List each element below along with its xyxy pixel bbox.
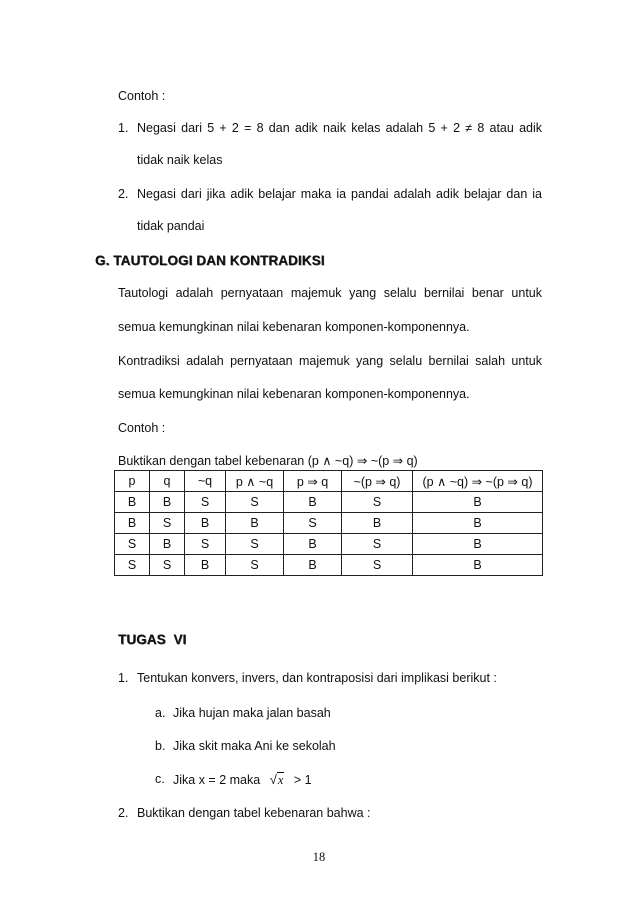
sub-item-text-after: > 1 — [293, 773, 312, 787]
example-number: 1. — [118, 121, 129, 135]
sub-item-letter: c. — [155, 772, 165, 786]
table-row — [115, 534, 543, 555]
table-cell: B — [115, 492, 150, 513]
table-cell: B — [413, 492, 543, 513]
kontradiksi-definition: Kontradiksi adalah pernyataan majemuk yang selalu bernilai salah untuk — [118, 354, 542, 368]
table-cell: S — [226, 555, 284, 576]
table-header-cell: q — [150, 471, 185, 492]
table-cell: S — [342, 534, 413, 555]
table-header-cell: p — [115, 471, 150, 492]
table-header-row — [115, 471, 543, 492]
table-cell: S — [115, 555, 150, 576]
sub-item-text: Jika skit maka Ani ke sekolah — [173, 739, 336, 753]
table-cell: B — [284, 555, 342, 576]
table-cell: B — [284, 492, 342, 513]
table-cell: B — [115, 513, 150, 534]
table-cell: S — [226, 492, 284, 513]
truth-table — [114, 470, 543, 576]
table-header-cell: ~q — [185, 471, 226, 492]
table-cell: S — [185, 534, 226, 555]
table-cell: B — [413, 555, 543, 576]
prove-statement: Buktikan dengan tabel kebenaran (p ∧ ~q) ⇒ ~(p ⇒ q) — [118, 454, 418, 468]
table-cell: B — [226, 513, 284, 534]
table-header-cell: p ⇒ q — [284, 471, 342, 492]
table-header-cell: ~(p ⇒ q) — [342, 471, 413, 492]
contoh-title: Contoh : — [118, 421, 166, 435]
table-cell: S — [185, 492, 226, 513]
sub-item-text: Jika hujan maka jalan basah — [173, 706, 331, 720]
sub-item-letter: a. — [155, 706, 166, 720]
page-number: 18 — [312, 850, 326, 864]
contoh-title: Contoh : — [118, 89, 166, 103]
tugas-text: Buktikan dengan tabel kebenaran bahwa : — [137, 806, 371, 820]
table-row — [115, 555, 543, 576]
table-cell: S — [342, 555, 413, 576]
sqrt-variable: x — [277, 773, 284, 787]
tugas-number: 1. — [118, 671, 129, 685]
table-cell: S — [226, 534, 284, 555]
example-text: Negasi dari 5 + 2 = 8 dan adik naik kelas adalah 5 + 2 ≠ 8 atau adik — [137, 121, 542, 135]
table-header-cell: (p ∧ ~q) ⇒ ~(p ⇒ q) — [413, 471, 543, 492]
example-text: Negasi dari jika adik belajar maka ia pandai adalah adik belajar dan ia — [137, 187, 542, 201]
table-cell: B — [150, 492, 185, 513]
table-cell: B — [150, 534, 185, 555]
table-cell: B — [185, 555, 226, 576]
tugas-heading: TUGAS VI — [118, 632, 187, 647]
table-cell: B — [342, 513, 413, 534]
sqrt-icon: √ — [269, 772, 277, 787]
table-cell: B — [413, 534, 543, 555]
table-cell: B — [413, 513, 543, 534]
kontradiksi-definition-continued: semua kemungkinan nilai kebenaran komponen-komponennya. — [118, 387, 470, 401]
table-cell: S — [150, 555, 185, 576]
table-cell: S — [342, 492, 413, 513]
example-number: 2. — [118, 187, 129, 201]
section-heading: G. TAUTOLOGI DAN KONTRADIKSI — [95, 253, 325, 268]
table-header-cell: p ∧ ~q — [226, 471, 284, 492]
tugas-number: 2. — [118, 806, 129, 820]
tugas-text: Tentukan konvers, invers, dan kontraposisi dari implikasi berikut : — [137, 671, 497, 685]
table-cell: B — [284, 534, 342, 555]
sub-item-text — [173, 772, 312, 788]
sub-item-text-before: Jika x = 2 maka — [173, 773, 261, 787]
table-cell: S — [284, 513, 342, 534]
table-row — [115, 492, 543, 513]
example-text-continued: tidak naik kelas — [137, 153, 223, 167]
sub-item-letter: b. — [155, 739, 166, 753]
example-text-continued: tidak pandai — [137, 219, 205, 233]
table-cell: S — [115, 534, 150, 555]
table-cell: B — [185, 513, 226, 534]
sqrt-expression — [270, 773, 288, 787]
tautologi-definition: Tautologi adalah pernyataan majemuk yang selalu bernilai benar untuk — [118, 286, 542, 300]
table-row — [115, 513, 543, 534]
table-cell: S — [150, 513, 185, 534]
tautologi-definition-continued: semua kemungkinan nilai kebenaran komponen-komponennya. — [118, 320, 470, 334]
